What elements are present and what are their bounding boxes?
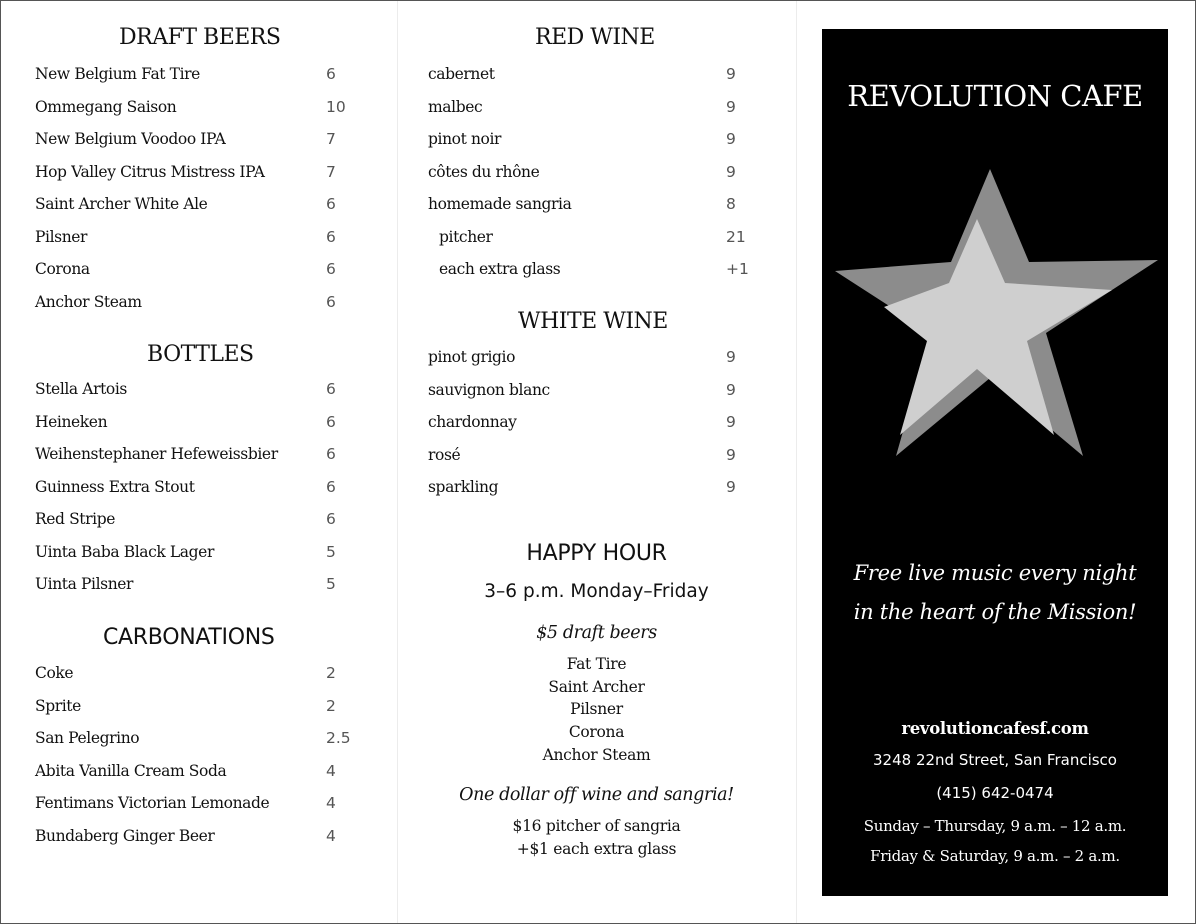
star-icon	[822, 159, 1168, 469]
menu-item-name: chardonnay	[428, 413, 517, 431]
menu-item-price: 6	[326, 510, 336, 528]
draft-beers-heading: DRAFT BEERS	[119, 25, 281, 50]
address: 3248 22nd Street, San Francisco	[873, 751, 1117, 769]
tagline-line-2: in the heart of the Mission!	[853, 600, 1137, 624]
menu-item-name: Bundaberg Ginger Beer	[35, 826, 215, 845]
menu-item-price: +1	[726, 260, 749, 278]
menu-item-name: sparkling	[428, 478, 499, 496]
happy-hour-beer: Anchor Steam	[542, 745, 651, 764]
menu-item-price: 6	[326, 445, 336, 463]
menu-item-price: 6	[326, 477, 336, 496]
menu-item-price: 5	[326, 542, 336, 561]
menu-item-name: New Belgium Fat Tire	[35, 65, 200, 83]
happy-hour-time: 3–6 p.m. Monday–Friday	[484, 581, 709, 602]
menu-item-price: 9	[726, 130, 736, 148]
menu-item-name: Red Stripe	[35, 510, 116, 528]
menu-item-name: Pilsner	[35, 227, 88, 246]
menu-item-price: 6	[326, 412, 336, 431]
menu-item-name: Abita Vanilla Cream Soda	[35, 761, 227, 780]
happy-hour-beer: Corona	[568, 723, 625, 742]
menu-item-price: 9	[726, 413, 736, 431]
menu-item-name: côtes du rhône	[428, 162, 540, 181]
menu-item-price: 2.5	[326, 729, 351, 747]
menu-item-price: 4	[326, 761, 336, 780]
menu-item-name: cabernet	[428, 65, 495, 83]
menu-item-price: 4	[326, 826, 336, 845]
menu-item-price: 6	[326, 65, 336, 83]
menu-item-name: pinot grigio	[428, 348, 516, 366]
menu-item-name: pitcher	[439, 227, 493, 246]
sangria-pitcher-deal: $16 pitcher of sangria	[512, 817, 681, 835]
menu-item-price: 4	[326, 794, 336, 812]
menu-item-name: homemade sangria	[428, 195, 572, 213]
menu-item-name: Uinta Pilsner	[35, 575, 134, 593]
menu-item-name: Uinta Baba Black Lager	[35, 542, 214, 561]
menu-item-price: 8	[726, 195, 736, 213]
menu-item-name: New Belgium Voodoo IPA	[35, 130, 226, 148]
menu-item-name: Corona	[35, 260, 90, 278]
wine-deal: One dollar off wine and sangria!	[459, 785, 734, 805]
menu-item-price: 9	[726, 445, 736, 464]
phone: (415) 642-0474	[936, 784, 1054, 802]
happy-hour-beer: Pilsner	[570, 700, 623, 719]
menu-item-price: 7	[326, 130, 336, 148]
tagline-line-1: Free live music every night	[853, 561, 1137, 585]
menu-item-price: 6	[326, 195, 336, 213]
cafe-title: REVOLUTION CAFE	[847, 79, 1143, 113]
menu-item-name: San Pelegrino	[35, 729, 140, 747]
menu-item-price: 6	[326, 227, 336, 246]
menu-item-price: 6	[326, 292, 336, 311]
menu-item-price: 7	[326, 162, 336, 181]
menu-item-name: Ommegang Saison	[35, 97, 177, 116]
menu-item-name: Anchor Steam	[35, 292, 142, 311]
menu-item-name: Heineken	[35, 412, 108, 431]
menu-item-price: 21	[726, 227, 746, 246]
menu-item-name: Guinness Extra Stout	[35, 477, 195, 496]
menu-item-name: Sprite	[35, 696, 81, 715]
white-wine-heading: WHITE WINE	[518, 309, 668, 334]
menu-item-price: 2	[326, 696, 336, 715]
menu-item-price: 9	[726, 97, 736, 116]
website-link[interactable]: revolutioncafesf.com	[901, 719, 1089, 738]
menu-item-price: 5	[326, 575, 336, 593]
cover-panel	[822, 29, 1168, 896]
menu-item-name: malbec	[428, 97, 483, 116]
bottles-heading: BOTTLES	[147, 342, 254, 367]
carbonations-heading: CARBONATIONS	[103, 625, 275, 650]
menu-item-name: pinot noir	[428, 130, 502, 148]
menu-item-price: 9	[726, 380, 736, 399]
menu-item-price: 9	[726, 162, 736, 181]
menu-item-price: 6	[326, 260, 336, 278]
hours-weekday: Sunday – Thursday, 9 a.m. – 12 a.m.	[863, 817, 1127, 835]
menu-item-name: Hop Valley Citrus Mistress IPA	[35, 162, 265, 181]
menu-item-name: Coke	[35, 664, 74, 682]
menu-item-name: Fentimans Victorian Lemonade	[35, 794, 270, 812]
happy-hour-beer: Fat Tire	[566, 655, 627, 673]
beer-deal: $5 draft beers	[536, 623, 657, 643]
fold-line	[796, 1, 797, 923]
menu-item-price: 2	[326, 664, 336, 682]
menu-item-price: 6	[326, 380, 336, 398]
menu-item-price: 10	[326, 97, 346, 116]
red-wine-heading: RED WINE	[535, 25, 655, 50]
menu-item-price: 9	[726, 65, 736, 83]
menu-item-name: rosé	[428, 445, 461, 464]
menu-item-price: 9	[726, 348, 736, 366]
extra-glass-deal: +$1 each extra glass	[516, 840, 677, 858]
menu-item-name: Stella Artois	[35, 380, 127, 398]
happy-hour-beer: Saint Archer	[548, 677, 645, 696]
menu-item-name: Saint Archer White Ale	[35, 195, 208, 213]
menu-item-name: each extra glass	[439, 260, 561, 278]
hours-weekend: Friday & Saturday, 9 a.m. – 2 a.m.	[870, 847, 1120, 865]
happy-hour-heading: HAPPY HOUR	[526, 541, 667, 566]
menu-item-name: sauvignon blanc	[428, 380, 550, 399]
menu-item-price: 9	[726, 478, 736, 496]
menu-item-name: Weihenstephaner Hefeweissbier	[35, 445, 278, 463]
